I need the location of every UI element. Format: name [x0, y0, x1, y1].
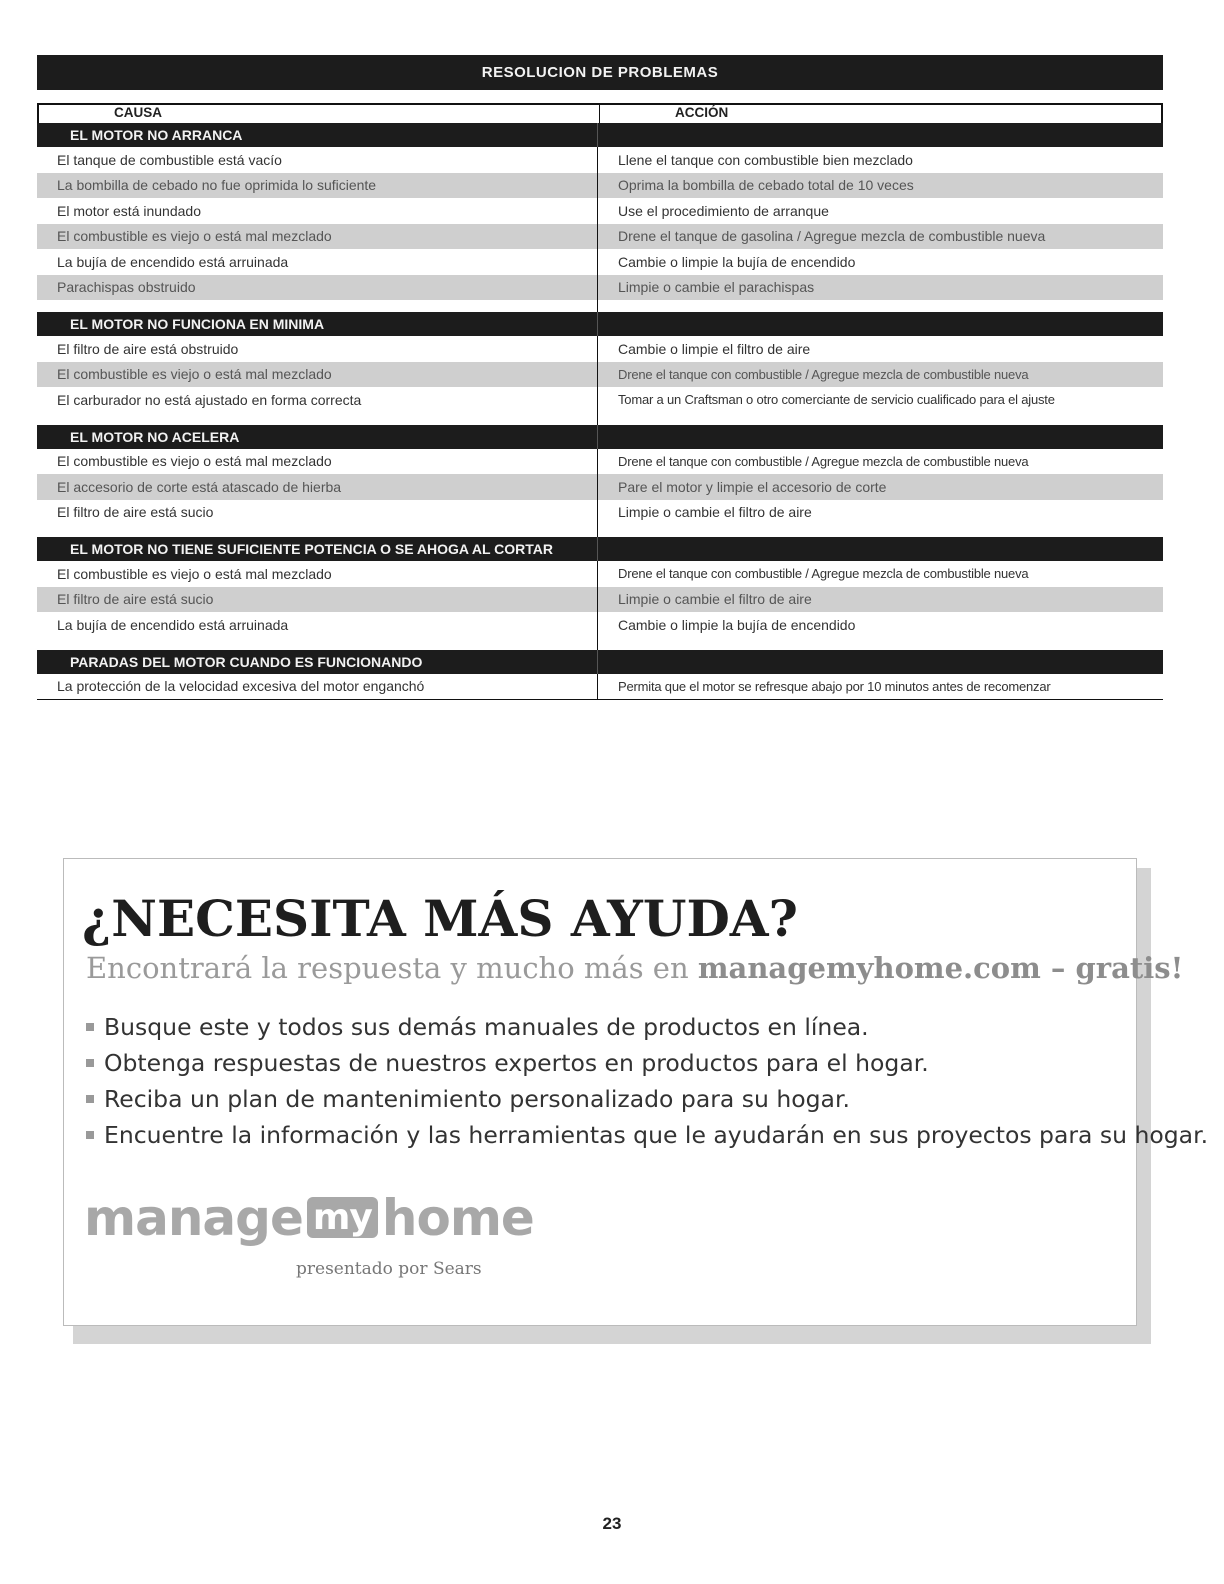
action-cell: Tomar a un Craftsman o otro comerciante de servicio cualificado para el ajuste [618, 392, 1055, 408]
table-row [37, 173, 1163, 199]
table-row [37, 336, 1163, 362]
logo-my: my [307, 1197, 378, 1238]
table-row [37, 249, 1163, 275]
column-headers [37, 103, 1163, 123]
square-bullet-icon [86, 1023, 94, 1031]
action-cell: Oprima la bombilla de cebado total de 10 veces [618, 177, 914, 194]
managemyhome-logo [84, 1189, 534, 1247]
section-heading-label: EL MOTOR NO TIENE SUFICIENTE POTENCIA O SE AHOGA AL CORTAR [37, 537, 598, 561]
table-row [37, 224, 1163, 250]
table-row [37, 561, 1163, 587]
cause-cell: El filtro de aire está sucio [37, 587, 598, 613]
table-row [37, 674, 1163, 700]
cause-cell: El motor está inundado [37, 198, 598, 224]
help-bullet [84, 1117, 1208, 1153]
action-cell: Pare el motor y limpie el accesorio de corte [618, 478, 887, 495]
help-subtitle-site: managemyhome.com – gratis! [697, 951, 1184, 985]
help-subtitle-text: Encontrará la respuesta y mucho más en [86, 951, 698, 985]
cause-cell: El filtro de aire está obstruido [37, 336, 598, 362]
column-header-action: ACCIÓN [675, 105, 729, 120]
help-bullet [84, 1081, 1208, 1117]
section-heading-label: EL MOTOR NO ARRANCA [37, 123, 598, 147]
action-cell: Drene el tanque de gasolina / Agregue mezcla de combustible nueva [618, 228, 1046, 245]
section-heading-label: PARADAS DEL MOTOR CUANDO ES FUNCIONANDO [37, 650, 598, 674]
table-row [37, 587, 1163, 613]
section-heading-label: EL MOTOR NO ACELERA [37, 425, 598, 449]
help-box-shadow-bottom [73, 1326, 1151, 1344]
action-cell: Cambie o limpie el filtro de aire [618, 340, 811, 357]
table-body [37, 123, 1163, 699]
section-spacer [37, 413, 1163, 425]
cause-cell: El accesorio de corte está atascado de hierba [37, 474, 598, 500]
action-cell: Cambie o limpie la bujía de encendido [618, 616, 856, 633]
action-cell: Cambie o limpie la bujía de encendido [618, 253, 856, 270]
table-row [37, 387, 1163, 413]
cause-cell: Parachispas obstruido [37, 275, 598, 301]
cause-cell: El combustible es viejo o está mal mezclado [37, 449, 598, 475]
cause-cell: El carburador no está ajustado en forma correcta [37, 387, 598, 413]
troubleshooting-table [37, 55, 1163, 700]
cause-cell: La bujía de encendido está arruinada [37, 612, 598, 638]
table-row [37, 612, 1163, 638]
action-cell: Limpie o cambie el filtro de aire [618, 504, 812, 521]
section-spacer [37, 525, 1163, 537]
page-number: 23 [602, 1514, 622, 1533]
logo-subtitle: presentado por Sears [296, 1259, 482, 1279]
section-heading [37, 312, 1163, 336]
help-bullet-text: Busque este y todos sus demás manuales de productos en línea. [104, 1013, 869, 1041]
help-title: ¿NECESITA MÁS AYUDA? [82, 889, 798, 948]
cause-cell: La bujía de encendido está arruinada [37, 249, 598, 275]
action-cell: Drene el tanque con combustible / Agregue mezcla de combustible nueva [618, 566, 1029, 582]
action-cell: Limpie o cambie el filtro de aire [618, 591, 812, 608]
help-box [63, 858, 1209, 1326]
action-cell: Drene el tanque con combustible / Agregue mezcla de combustible nueva [618, 453, 1029, 469]
section-heading [37, 650, 1163, 674]
table-row [37, 500, 1163, 526]
table-row [37, 198, 1163, 224]
action-cell: Permita que el motor se refresque abajo por 10 minutos antes de recomenzar [618, 678, 1051, 694]
section-heading-label: EL MOTOR NO FUNCIONA EN MINIMA [37, 312, 598, 336]
help-bullet-text: Encuentre la información y las herramientas que le ayudarán en sus proyectos para su hogar. [104, 1121, 1209, 1149]
help-bullet [84, 1045, 1208, 1081]
cause-cell: El combustible es viejo o está mal mezclado [37, 362, 598, 388]
logo-manage: manage [84, 1189, 303, 1247]
cause-cell: El combustible es viejo o está mal mezclado [37, 224, 598, 250]
action-cell: Limpie o cambie el parachispas [618, 279, 815, 296]
table-row [37, 362, 1163, 388]
action-cell: Drene el tanque con combustible / Agregue mezcla de combustible nueva [618, 366, 1029, 382]
square-bullet-icon [86, 1059, 94, 1067]
help-bullet-text: Reciba un plan de mantenimiento personalizado para su hogar. [104, 1085, 850, 1113]
cause-cell: El filtro de aire está sucio [37, 500, 598, 526]
logo-home: home [381, 1189, 534, 1247]
table-row [37, 449, 1163, 475]
table-title: RESOLUCION DE PROBLEMAS [37, 55, 1163, 90]
section-spacer [37, 638, 1163, 650]
section-spacer [37, 300, 1163, 312]
column-header-cause: CAUSA [39, 105, 600, 123]
table-bottom-rule [37, 699, 1163, 700]
table-row [37, 147, 1163, 173]
section-heading [37, 537, 1163, 561]
section-heading [37, 123, 1163, 147]
table-row [37, 474, 1163, 500]
help-bullet-text: Obtenga respuestas de nuestros expertos en productos para el hogar. [104, 1049, 929, 1077]
cause-cell: El combustible es viejo o está mal mezclado [37, 561, 598, 587]
section-heading [37, 425, 1163, 449]
help-bullet-list [84, 1009, 1208, 1153]
cause-cell: El tanque de combustible está vacío [37, 147, 598, 173]
square-bullet-icon [86, 1131, 94, 1139]
cause-cell: La bombilla de cebado no fue oprimida lo suficiente [37, 173, 598, 199]
table-row [37, 275, 1163, 301]
action-cell: Use el procedimiento de arranque [618, 202, 829, 219]
help-subtitle [86, 951, 1183, 985]
square-bullet-icon [86, 1095, 94, 1103]
action-cell: Llene el tanque con combustible bien mezclado [618, 151, 913, 168]
help-bullet [84, 1009, 1208, 1045]
cause-cell: La protección de la velocidad excesiva del motor enganchó [37, 674, 598, 700]
